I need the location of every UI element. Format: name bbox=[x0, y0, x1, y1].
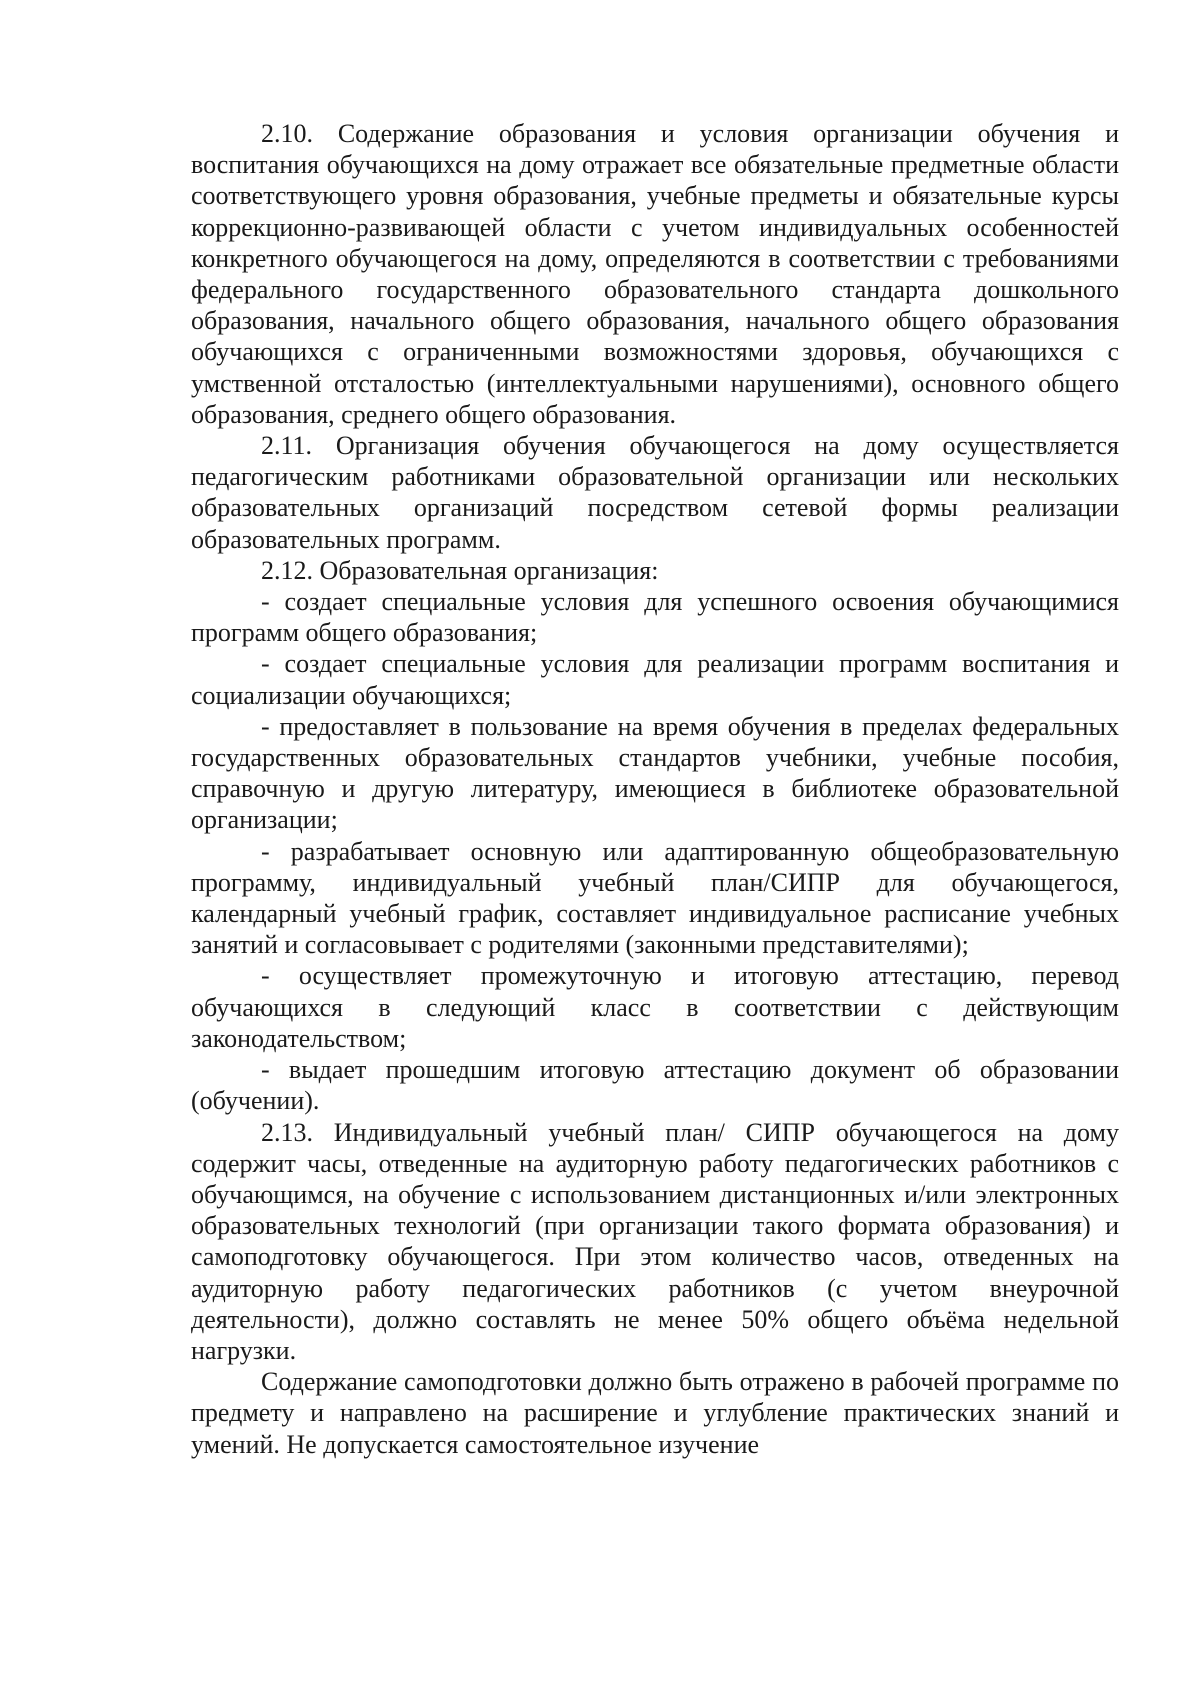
paragraph-2-11: 2.11. Организация обучения обучающегося на дому осуществляется педагогическим работниками образовательной организации или нескольких образовательных организаций посредством сетевой формы реализации образовательных программ. bbox=[191, 431, 1119, 554]
paragraph-2-10: 2.10. Содержание образования и условия организации обучения и воспитания обучающихся на дому отражает все обязательные предметные области соответствующего уровня образования, учебные предметы и обязательные курсы коррекционно-развивающей области с учетом индивидуальных особенностей конкретного обучающегося на дому, определяются в соответствии с требованиями федерального государственного образовательного стандарта дошкольного образования, начального общего образования, начального общего образования обучающихся с ограниченными возможностями здоровья, обучающихся с умственной отсталостью (интеллектуальными нарушениями), основного общего образования, среднего общего образования. bbox=[191, 119, 1119, 429]
paragraph-2-13: 2.13. Индивидуальный учебный план/ СИПР обучающегося на дому содержит часы, отведенные на аудиторную работу педагогических работников с обучающимся, на обучение с использованием дистанционных и/или электронных образовательных технологий (при организации такого формата образования) и самоподготовку обучающегося. При этом количество часов, отведенных на аудиторную работу педагогических работников (с учетом внеурочной деятельности), должно составлять не менее 50% общего объёма недельной нагрузки. bbox=[191, 1117, 1119, 1365]
paragraph-2-12: 2.12. Образовательная организация: bbox=[261, 555, 659, 585]
document-body bbox=[191, 118, 1119, 1460]
list-item-textbooks: - предоставляет в пользование на время обучения в пределах федеральных государственных образовательных стандартов учебники, учебные пособия, справочную и другую литературу, имеющиеся в библиотеке образовательной организации; bbox=[191, 711, 1119, 835]
list-item-develops-program: - разрабатывает основную или адаптированную общеобразовательную программу, индивидуальный учебный план/СИПР для обучающегося, календарный учебный график, составляет индивидуальное расписание учебных занятий и согласовывает с родителями (законными представителями); bbox=[191, 836, 1119, 960]
list-item-issues-document: - выдает прошедшим итоговую аттестацию документ об образовании (обучении). bbox=[191, 1055, 1119, 1116]
list-item-special-conditions-mastering: - создает специальные условия для успешного освоения обучающимися программ общего образования; bbox=[191, 587, 1119, 648]
paragraph-self-study: Содержание самоподготовки должно быть отражено в рабочей программе по предмету и направлено на расширение и углубление практических знаний и умений. Не допускается самостоятельное изучение bbox=[191, 1367, 1119, 1459]
list-item-attestation: - осуществляет промежуточную и итоговую аттестацию, перевод обучающихся в следующий класс в соответствии с действующим законодательством; bbox=[191, 961, 1119, 1053]
list-item-special-conditions-upbringing: - создает специальные условия для реализации программ воспитания и социализации обучающихся; bbox=[191, 649, 1119, 710]
